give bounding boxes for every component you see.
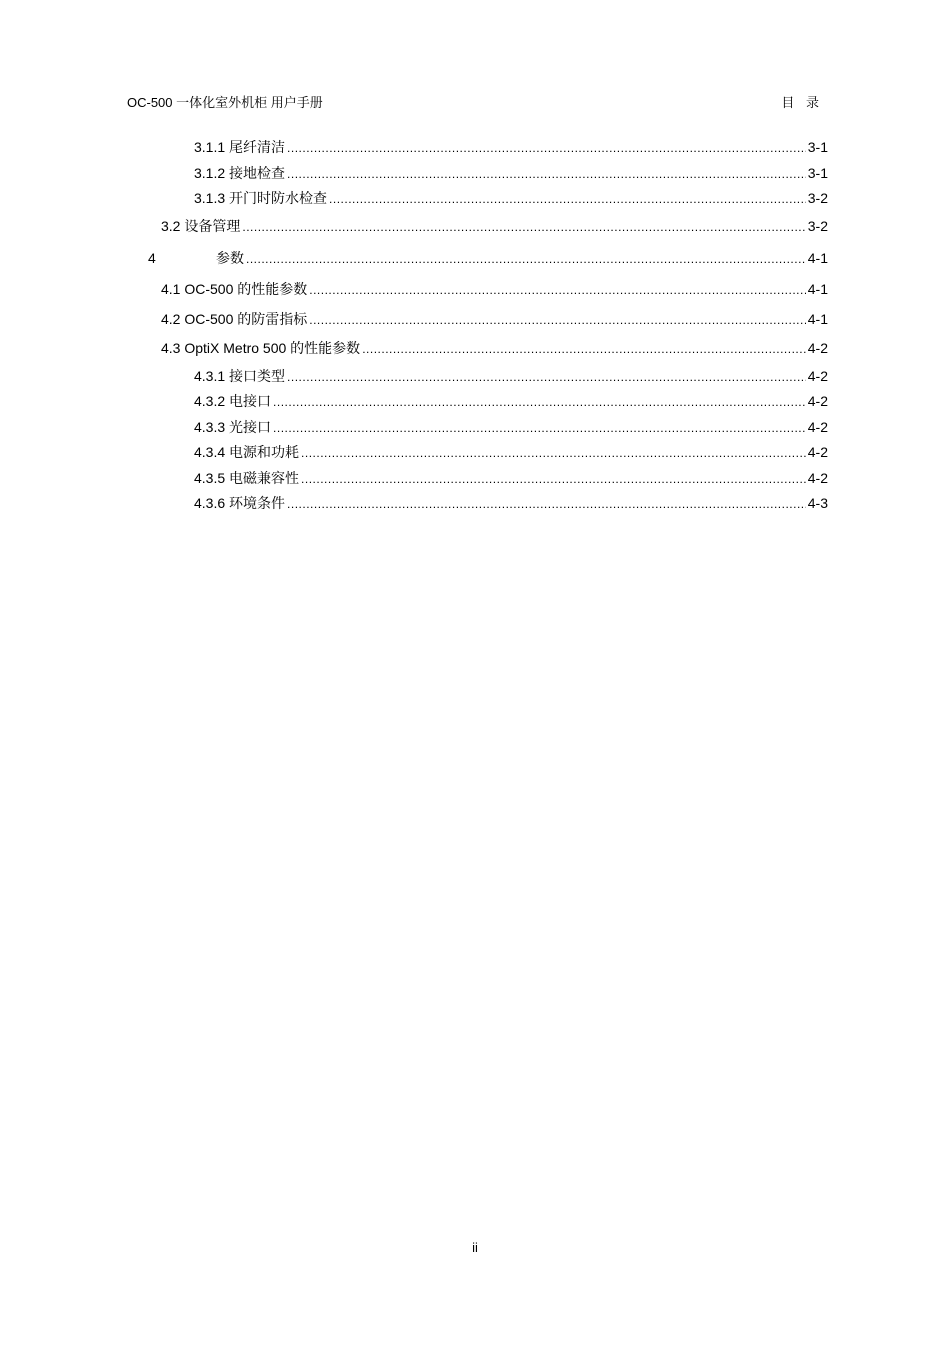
dot-leader	[246, 249, 806, 269]
toc-entry-4-3-4[interactable]	[194, 442, 828, 462]
dot-leader	[273, 392, 806, 412]
toc-entry-label: 4.3.2 电接口	[194, 393, 272, 409]
section-title: 目 录	[781, 95, 823, 110]
toc-entry-3-1-1[interactable]	[194, 137, 828, 157]
toc-entry-3-1-2[interactable]	[194, 163, 828, 183]
toc-entry-page: 3-1	[807, 165, 828, 181]
dot-leader	[329, 189, 806, 209]
toc-entry-4-3-6[interactable]	[194, 493, 828, 513]
dot-leader	[273, 418, 806, 438]
toc-entry-chapter-4[interactable]	[148, 248, 828, 268]
toc-entry-label: 3.2 设备管理	[161, 218, 241, 234]
toc-entry-label: 3.1.2 接地检查	[194, 165, 286, 181]
toc-entry-label: 3.1.3 开门时防水检查	[194, 190, 328, 206]
page-header	[127, 93, 823, 113]
toc-entry-label: 4.3.1 接口类型	[194, 368, 286, 384]
document-title: OC-500 一体化室外机柜 用户手册	[127, 95, 323, 110]
toc-entry-4-3-3[interactable]	[194, 417, 828, 437]
dot-leader	[287, 164, 806, 184]
toc-entry-label: 4.3.5 电磁兼容性	[194, 470, 300, 486]
toc-entry-page: 4-1	[807, 311, 828, 327]
toc-entry-label: 4.1 OC-500 的性能参数	[161, 281, 308, 297]
toc-entry-label: 4.3.3 光接口	[194, 419, 272, 435]
dot-leader	[287, 494, 806, 514]
toc-entry-4-3-5[interactable]	[194, 468, 828, 488]
dot-leader	[287, 138, 806, 158]
toc-entry-label: 4.3.4 电源和功耗	[194, 444, 300, 460]
toc-entry-page: 4-1	[807, 250, 828, 266]
toc-entry-page: 4-1	[807, 281, 828, 297]
toc-entry-page: 4-2	[807, 470, 828, 486]
dot-leader	[362, 339, 806, 359]
toc-entry-4-3-1[interactable]	[194, 366, 828, 386]
toc-entry-label: 4.3.6 环境条件	[194, 495, 286, 511]
toc-entry-3-1-3[interactable]	[194, 188, 828, 208]
toc-entry-label: 4.2 OC-500 的防雷指标	[161, 311, 308, 327]
dot-leader	[301, 443, 806, 463]
dot-leader	[242, 217, 805, 237]
toc-entry-label: 4.3 OptiX Metro 500 的性能参数	[161, 340, 361, 356]
toc-entry-page: 4-2	[807, 419, 828, 435]
chapter-number: 4	[148, 250, 156, 266]
toc-entry-page: 4-2	[807, 444, 828, 460]
toc-entry-label: 3.1.1 尾纤清洁	[194, 139, 286, 155]
toc-entry-label: 参数	[216, 250, 244, 266]
dot-leader	[309, 280, 806, 300]
dot-leader	[287, 367, 806, 387]
toc-entry-page: 4-2	[807, 368, 828, 384]
toc-entry-4-3-2[interactable]	[194, 391, 828, 411]
page-number: ii	[472, 1240, 478, 1255]
toc-entry-page: 3-1	[807, 139, 828, 155]
toc-entry-page: 3-2	[807, 190, 828, 206]
toc-entry-page: 4-3	[807, 495, 828, 511]
dot-leader	[301, 469, 806, 489]
dot-leader	[309, 310, 806, 330]
toc-entry-4-2[interactable]	[161, 309, 828, 329]
toc-entry-page: 4-2	[807, 393, 828, 409]
toc-entry-4-1[interactable]	[161, 279, 828, 299]
toc-entry-4-3[interactable]	[161, 338, 828, 358]
toc-entry-page: 3-2	[807, 218, 828, 234]
toc-entry-page: 4-2	[807, 340, 828, 356]
toc-entry-3-2[interactable]	[161, 216, 828, 236]
